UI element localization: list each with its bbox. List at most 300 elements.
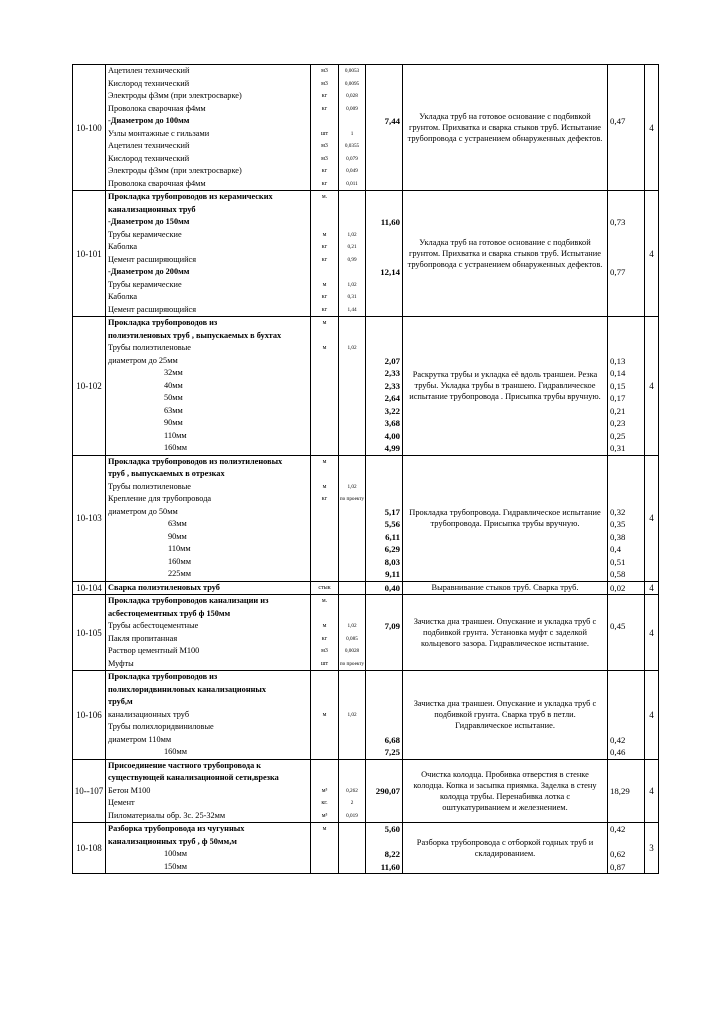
quantity: 0,028 [346, 93, 358, 99]
rate-value [608, 330, 644, 343]
rate-value [608, 797, 644, 810]
unit-cell [311, 65, 339, 191]
quantity: 0,049 [346, 168, 358, 174]
quantity [339, 405, 365, 418]
rate-value [608, 645, 644, 658]
time-norm [366, 810, 402, 823]
time-norm-cell [366, 581, 403, 595]
quantity [339, 456, 365, 469]
worker-grade: 4 [645, 759, 659, 823]
unit [311, 405, 338, 418]
norm-row [73, 823, 659, 874]
unit [311, 392, 338, 405]
rate-value: 0,38 [610, 531, 626, 542]
rate-value: 0,46 [610, 747, 626, 757]
resource-name: Трубы полиэтиленовые [108, 481, 191, 491]
resource-name: труб , выпускаемых в отрезках [108, 469, 225, 478]
unit: кг [321, 244, 328, 250]
time-norm-cell [366, 65, 403, 191]
resource-name-cell [106, 595, 311, 671]
resource-name: 50мм [164, 393, 183, 402]
time-norm [366, 595, 402, 608]
resource-name: полиэтиленовых труб , выпускаемых в бухтах [108, 330, 282, 340]
unit: кг [321, 168, 328, 174]
quantity-cell [339, 581, 366, 595]
quantity: 0,019 [346, 812, 358, 819]
resource-name: 90мм [168, 531, 187, 541]
time-norm [366, 128, 402, 141]
rate-value: 0,14 [610, 368, 626, 378]
time-norm [366, 78, 402, 91]
resource-name: Трубы полихлоридвиниловые [108, 722, 214, 731]
resource-name: 32мм [164, 368, 183, 377]
quantity-cell [339, 595, 366, 671]
unit: м3 [321, 80, 328, 87]
resource-name: существующей канализационной сети,врезка [108, 773, 279, 782]
resource-name: 100мм [164, 849, 187, 858]
quantity: 0,085 [346, 635, 358, 642]
quantity: 1,02 [347, 345, 357, 351]
work-description: Разборка трубопровода с отборкой годных труб и складированием. [403, 823, 608, 874]
quantity [339, 734, 365, 747]
time-norm: 12,14 [380, 267, 400, 277]
time-norm: 5,56 [384, 519, 400, 529]
unit [311, 696, 338, 709]
unit-cell [311, 595, 339, 671]
unit [311, 355, 338, 368]
rate-value: 0,42 [610, 734, 626, 745]
time-norm: 6,68 [384, 734, 400, 745]
time-norm [366, 140, 402, 153]
quantity-cell [339, 455, 366, 581]
quantity: 1,02 [347, 711, 357, 718]
unit-cell [311, 191, 339, 317]
resource-name: Прокладка трубопроводов из [108, 672, 218, 681]
quantity [339, 191, 365, 204]
time-norm-cell [366, 759, 403, 823]
time-norm [366, 760, 402, 773]
time-norm [366, 279, 402, 292]
rate-value: 0,42 [610, 824, 626, 834]
unit [311, 836, 338, 849]
time-norm: 9,11 [385, 569, 400, 579]
rate-value [608, 633, 644, 646]
norm-row [73, 455, 659, 581]
rate-value [608, 608, 644, 621]
time-norm [366, 696, 402, 709]
unit: м³ [321, 812, 328, 819]
norm-row [73, 759, 659, 823]
time-norm-cell [366, 823, 403, 874]
rate-value: 0,58 [610, 569, 626, 579]
unit [311, 671, 338, 684]
time-norm [366, 721, 402, 734]
time-norm: 3,22 [384, 405, 400, 416]
norm-code: 10-102 [73, 317, 106, 456]
resource-name: Сварка полиэтиленовых труб [108, 582, 220, 592]
unit: м³ [321, 787, 328, 794]
resource-name: труб,м [108, 697, 133, 706]
rate-value [608, 178, 644, 191]
time-norm [366, 304, 402, 317]
quantity: по проекту [339, 660, 365, 667]
time-norm: 7,25 [384, 747, 400, 757]
quantity: 0,0095 [344, 80, 360, 87]
resource-name: Трубы керамические [108, 279, 182, 289]
time-norm-cell [366, 191, 403, 317]
unit: м3 [321, 68, 328, 74]
resource-name-cell [106, 759, 311, 823]
time-norm: 6,11 [385, 531, 400, 542]
quantity [339, 266, 365, 279]
quantity: 0,0053 [344, 68, 360, 74]
time-norm: 0,40 [384, 582, 400, 593]
time-norm [366, 658, 402, 671]
rate-cell [608, 595, 645, 671]
time-norm [366, 103, 402, 116]
resource-name: канализационных труб [108, 709, 190, 719]
time-norm: 6,29 [384, 544, 400, 554]
time-norm [366, 468, 402, 481]
worker-grade: 4 [645, 455, 659, 581]
quantity [339, 861, 365, 874]
rate-value [608, 90, 644, 103]
rate-value: 0,73 [610, 217, 626, 227]
unit: шт [320, 660, 329, 667]
norm-code: 10-100 [73, 65, 106, 191]
unit: кг [321, 635, 328, 642]
unit [311, 543, 338, 556]
resource-name: Разборка трубопровода из чугунных [108, 824, 245, 833]
quantity-cell [339, 317, 366, 456]
rate-value [608, 165, 644, 178]
rate-value [608, 721, 644, 734]
unit [311, 204, 338, 217]
quantity [339, 204, 365, 217]
quantity [339, 836, 365, 849]
resource-name: Пиломатериалы обр. 3с. 25-32мм [108, 810, 226, 820]
rate-value: 0,21 [610, 405, 626, 416]
time-norm [366, 797, 402, 810]
worker-grade: 4 [645, 671, 659, 760]
unit [311, 518, 338, 531]
resource-name: 63мм [168, 519, 187, 528]
time-norm: 8,22 [384, 849, 400, 859]
worker-grade: 4 [645, 191, 659, 317]
resource-name: Проволока сварочная ф4мм [108, 103, 206, 113]
time-norm: 5,60 [384, 824, 400, 834]
time-norm [366, 684, 402, 697]
rate-value [608, 241, 644, 254]
quantity: 0,079 [346, 155, 358, 162]
time-norm: 2,64 [384, 393, 400, 403]
rate-value [608, 456, 644, 469]
resource-name: Прокладка трубопроводов из [108, 318, 218, 327]
norm-code: 10-104 [73, 581, 106, 595]
resource-name-cell [106, 65, 311, 191]
rate-cell [608, 671, 645, 760]
rate-value [608, 760, 644, 773]
unit: м [322, 231, 327, 238]
quantity: 1,02 [347, 483, 357, 490]
norm-code: 10-108 [73, 823, 106, 874]
rate-cell [608, 823, 645, 874]
resource-name-cell [106, 191, 311, 317]
time-norm: 290,07 [375, 785, 400, 796]
unit [311, 506, 338, 519]
time-norm [366, 633, 402, 646]
resource-name: Прокладка трубопроводов канализации из [108, 596, 269, 605]
time-norm [366, 645, 402, 658]
unit [311, 531, 338, 544]
unit: кг [321, 294, 328, 300]
resource-name: Каболка [108, 242, 138, 251]
resource-name: Прокладка трубопроводов из полиэтиленовых [108, 456, 283, 466]
resource-name: Цемент [108, 798, 135, 807]
rate-value: 0,32 [610, 506, 626, 517]
rate-cell [608, 317, 645, 456]
time-norm [366, 608, 402, 621]
rate-value [608, 254, 644, 267]
rate-value [608, 671, 644, 684]
time-norm [366, 671, 402, 684]
unit [311, 608, 338, 621]
unit: м3 [321, 143, 328, 149]
norm-row [73, 191, 659, 317]
unit [311, 772, 338, 785]
resource-name: Трубы керамические [108, 229, 182, 239]
resource-name: Цемент расширяющийся [108, 304, 197, 314]
quantity: 1,02 [347, 623, 357, 629]
rate-value: 0,51 [610, 556, 626, 567]
unit [311, 367, 338, 380]
quantity [339, 468, 365, 481]
quantity: 0,262 [346, 787, 358, 794]
work-description: Зачистка дна траншеи. Опускание и укладка труб с подбивкой грунта. Сварка труб в петли. Гидравлическое испытание. [403, 671, 608, 760]
rate-value: 0,4 [610, 544, 621, 554]
resource-name-cell [106, 671, 311, 760]
quantity [339, 608, 365, 621]
unit: м3 [321, 155, 328, 162]
quantity: 1,02 [347, 231, 357, 238]
quantity [339, 531, 365, 544]
quantity [339, 582, 365, 595]
quantity-cell [339, 671, 366, 760]
quantity: 0,0355 [344, 143, 360, 149]
quantity [339, 216, 365, 229]
resource-name: 90мм [164, 418, 183, 427]
resource-name: -Диаметром до 150мм [108, 217, 190, 226]
resource-name: 160мм [168, 556, 191, 566]
unit [311, 430, 338, 443]
resource-name: 110мм [168, 544, 191, 553]
time-norm [366, 456, 402, 469]
unit-cell [311, 671, 339, 760]
quantity: 0,31 [347, 294, 357, 300]
resource-name: канализационных труб [108, 204, 196, 214]
time-norm [366, 481, 402, 494]
quantity [339, 518, 365, 531]
rate-value: 0,45 [610, 621, 626, 631]
quantity [339, 330, 365, 343]
quantity [339, 556, 365, 569]
unit-cell [311, 581, 339, 595]
quantity [339, 772, 365, 785]
quantity: 1,44 [347, 306, 357, 313]
time-norm [366, 493, 402, 506]
work-description: Очистка колодца. Пробивка отверстия в стенке колодца. Копка и засыпка приямка. Заделка в стену колодца трубы. Перенабивка лотка с оштукатуриванием и железнением. [403, 759, 608, 823]
unit [311, 760, 338, 773]
unit: м3 [321, 648, 328, 654]
work-description: Выравнивание стыков труб. Сварка труб. [403, 581, 608, 595]
resource-name: диаметром до 25мм [108, 355, 178, 365]
resource-name-cell [106, 823, 311, 874]
rate-value: 0,47 [610, 116, 626, 126]
rate-cell [608, 191, 645, 317]
rate-value [608, 810, 644, 823]
rate-value: 0,25 [610, 430, 626, 441]
quantity: 0,21 [347, 244, 357, 250]
rate-value [608, 65, 644, 78]
unit [311, 115, 338, 128]
unit [311, 746, 338, 759]
rate-value [608, 279, 644, 292]
time-norm [366, 709, 402, 722]
rate-value [608, 229, 644, 242]
resource-name: Крепление для трубопровода [108, 494, 212, 503]
time-norm-cell [366, 317, 403, 456]
unit [311, 721, 338, 734]
resource-name: 160мм [164, 443, 187, 452]
time-norm [366, 241, 402, 254]
norm-row [73, 595, 659, 671]
resource-name: 150мм [164, 861, 187, 871]
time-norm: 7,09 [384, 621, 400, 631]
unit [311, 684, 338, 697]
time-norm [366, 204, 402, 217]
quantity [339, 392, 365, 405]
time-norm: 11,60 [380, 861, 400, 872]
norm-row [73, 581, 659, 595]
rate-value [608, 468, 644, 481]
unit: кг [321, 256, 328, 263]
quantity [339, 671, 365, 684]
resource-name: Кислород технический [108, 78, 190, 88]
quantity [339, 367, 365, 380]
rate-value: 0,77 [610, 267, 626, 277]
unit: м [322, 320, 327, 326]
unit [311, 442, 338, 455]
rate-value [608, 709, 644, 722]
unit: кг [321, 306, 328, 313]
rate-value [608, 103, 644, 116]
resource-name: Ацетилен технический [108, 66, 190, 75]
unit [311, 556, 338, 569]
quantity [339, 442, 365, 455]
time-norm [366, 90, 402, 103]
rate-cell [608, 581, 645, 595]
quantity: по проекту [339, 496, 365, 502]
quantity: 0,009 [346, 105, 358, 112]
norms-table-body [73, 65, 659, 874]
quantity-cell [339, 823, 366, 874]
norm-row [73, 65, 659, 191]
unit: м [322, 458, 327, 465]
resource-name: Ацетилен технический [108, 141, 190, 150]
time-norm [366, 229, 402, 242]
resource-name: 110мм [164, 430, 187, 440]
work-description: Укладка труб на готовое основание с подбивкой грунтом. Прихватка и сварка стыков труб. Испытание трубопровода с устранением обнаруженных дефектов. [403, 191, 608, 317]
rate-value: 0,31 [610, 443, 626, 453]
rate-value [608, 291, 644, 304]
quantity [339, 380, 365, 393]
rate-value [608, 140, 644, 153]
time-norm [366, 836, 402, 849]
quantity [339, 760, 365, 773]
unit: м [322, 623, 327, 629]
unit-cell [311, 823, 339, 874]
norm-row [73, 671, 659, 760]
time-norm [366, 330, 402, 343]
unit: м [322, 826, 327, 832]
worker-grade: 4 [645, 65, 659, 191]
unit-cell [311, 759, 339, 823]
norms-sheet [72, 64, 658, 874]
resource-name: Кислород технический [108, 153, 190, 163]
rate-value [608, 772, 644, 785]
quantity [339, 430, 365, 443]
quantity [339, 721, 365, 734]
unit [311, 468, 338, 481]
unit: кг [321, 105, 328, 112]
resource-name: Каболка [108, 292, 138, 301]
quantity: 2 [350, 800, 354, 806]
resource-name-cell [106, 455, 311, 581]
quantity [339, 317, 365, 330]
time-norm: 2,07 [384, 355, 400, 366]
rate-value: 0,23 [610, 418, 626, 428]
time-norm: 3,68 [384, 418, 400, 428]
resource-name: 160мм [164, 747, 187, 756]
worker-grade: 3 [645, 823, 659, 874]
time-norm: 8,03 [384, 556, 400, 567]
quantity [339, 543, 365, 556]
rate-value [608, 481, 644, 494]
quantity [339, 355, 365, 368]
quantity [339, 746, 365, 759]
rate-value [608, 595, 644, 608]
resource-name: диаметром 110мм [108, 734, 172, 744]
resource-name: Электроды ф3мм (при электросварке) [108, 166, 242, 175]
resource-name: Муфты [108, 658, 134, 668]
quantity [339, 696, 365, 709]
resource-name: Цемент расширяющийся [108, 254, 197, 264]
resource-name: Присоединение частного трубопровода к [108, 760, 262, 770]
unit: м [322, 281, 327, 288]
rate-value: 0,87 [610, 861, 626, 872]
unit: м [322, 711, 327, 718]
unit [311, 848, 338, 861]
time-norm-cell [366, 595, 403, 671]
resource-name: канализационных труб , ф 50мм,м [108, 836, 237, 846]
worker-grade: 4 [645, 581, 659, 595]
quantity-cell [339, 191, 366, 317]
unit [311, 417, 338, 430]
worker-grade: 4 [645, 317, 659, 456]
quantity [339, 568, 365, 581]
resource-name: полихлоридвиниловых канализационных [108, 684, 267, 694]
unit-cell [311, 455, 339, 581]
